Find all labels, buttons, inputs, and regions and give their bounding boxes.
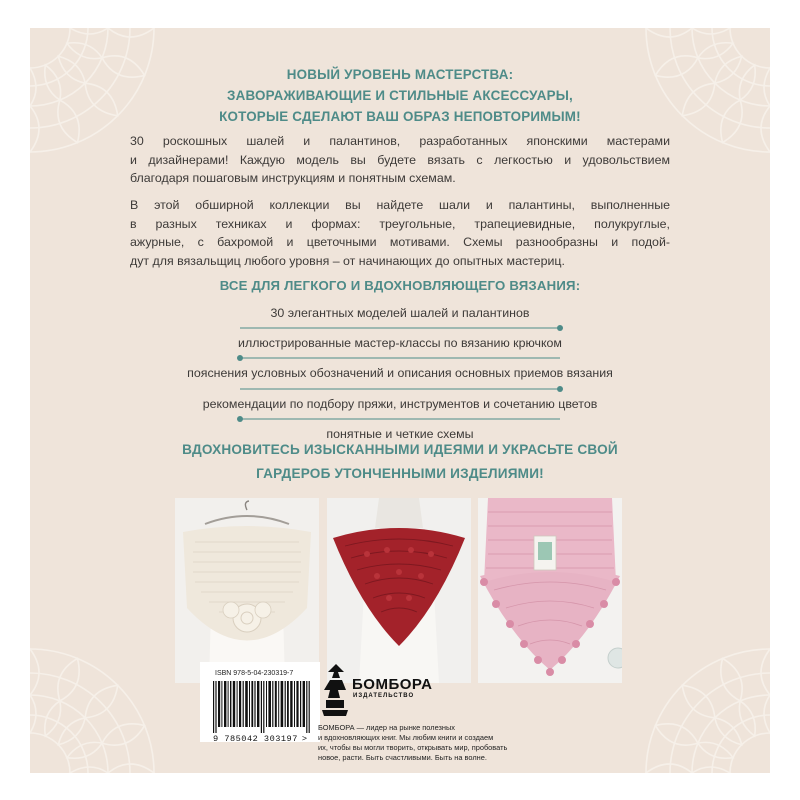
feature-item — [30, 358, 770, 388]
headline — [30, 64, 770, 127]
barcode-number: 9 785042 303197 — [213, 734, 298, 744]
book-back-cover — [30, 28, 770, 773]
publisher-description-line: новое, расти. Быть счастливыми. Быть на волне. — [318, 753, 487, 762]
intro-paragraph — [130, 132, 670, 188]
feature-list — [30, 298, 770, 449]
paragraph-line: ажурные, с бахромой и цветочными мотивами. Схемы разнообразны и подой- — [130, 235, 670, 250]
feature-text: 30 элегантных моделей шалей и палантинов — [270, 306, 530, 320]
feature-item — [30, 389, 770, 419]
collection-paragraph — [130, 196, 670, 270]
barcode-digits — [213, 734, 308, 744]
barcode-arrow: > — [301, 734, 308, 744]
feature-text: рекомендации по подбору пряжи, инструментов и сочетанию цветов — [202, 396, 598, 411]
isbn-number: ISBN 978-5-04-230319-7 — [215, 670, 294, 677]
feature-text: иллюстрированные мастер-классы по вязанию крючком — [238, 336, 562, 351]
features-heading: ВСЕ ДЛЯ ЛЕГКОГО И ВДОХНОВЛЯЮЩЕГО ВЯЗАНИЯ: — [219, 278, 581, 293]
publisher-description — [318, 723, 528, 763]
publisher-name: БОМБОРА — [352, 676, 433, 693]
paragraph-line: благодаря пошаговым инструкциям и понятным схемам. — [130, 171, 456, 186]
bombora-logo-icon — [320, 662, 350, 718]
mandala-ornament-bottom-left — [30, 623, 180, 773]
feature-text: пояснения условных обозначений и описания основных приемов вязания — [187, 366, 613, 381]
photo-white-shawl — [175, 498, 319, 683]
mandala-ornament-bottom-right — [620, 623, 770, 773]
feature-item — [30, 328, 770, 358]
closing-heading-line: ВДОХНОВИТЕСЬ ИЗЫСКАННЫМИ ИДЕЯМИ И УКРАСЬТЕ СВОЙ — [182, 442, 618, 457]
photo-red-shawl — [327, 498, 471, 683]
closing-heading-line: ГАРДЕРОБ УТОНЧЕННЫМИ ИЗДЕЛИЯМИ! — [256, 466, 544, 481]
closing-heading — [30, 438, 770, 486]
paragraph-line: в разных техниках и формах: треугольные, трапециевидные, полукруглые, — [130, 216, 670, 231]
publisher-description-line: и вдохновляющих книг. Мы любим книги и создаем — [318, 733, 494, 742]
headline-line: НОВЫЙ УРОВЕНЬ МАСТЕРСТВА: — [286, 67, 514, 82]
feature-text: понятные и четкие схемы — [326, 426, 474, 441]
feature-item — [30, 298, 770, 328]
publisher-description-line: их, чтобы вы могли творить, открывать мир, пробовать — [318, 743, 508, 752]
publisher-subtitle: ИЗДАТЕЛЬСТВО — [353, 693, 415, 699]
paragraph-line: дут для вязальщиц любого уровня – от начинающих до опытных мастериц. — [130, 253, 565, 268]
barcode-image — [211, 681, 315, 733]
paragraph-line: и дизайнерами! Каждую модель вы будете вязать с легкостью и удовольствием — [130, 152, 670, 167]
paragraph-line: 30 роскошных шалей и палантинов, разработанных японскими мастерами — [130, 134, 670, 148]
publisher-description-line: БОМБОРА — лидер на рынке полезных — [318, 723, 455, 732]
paragraph-line: В этой обширной коллекции вы найдете шали и палантины, выполненные — [130, 198, 670, 212]
photo-pink-shawl — [478, 498, 622, 683]
headline-line: ЗАВОРАЖИВАЮЩИЕ И СТИЛЬНЫЕ АКСЕССУАРЫ, — [227, 88, 573, 103]
headline-line: КОТОРЫЕ СДЕЛАЮТ ВАШ ОБРАЗ НЕПОВТОРИМЫМ! — [219, 109, 581, 124]
